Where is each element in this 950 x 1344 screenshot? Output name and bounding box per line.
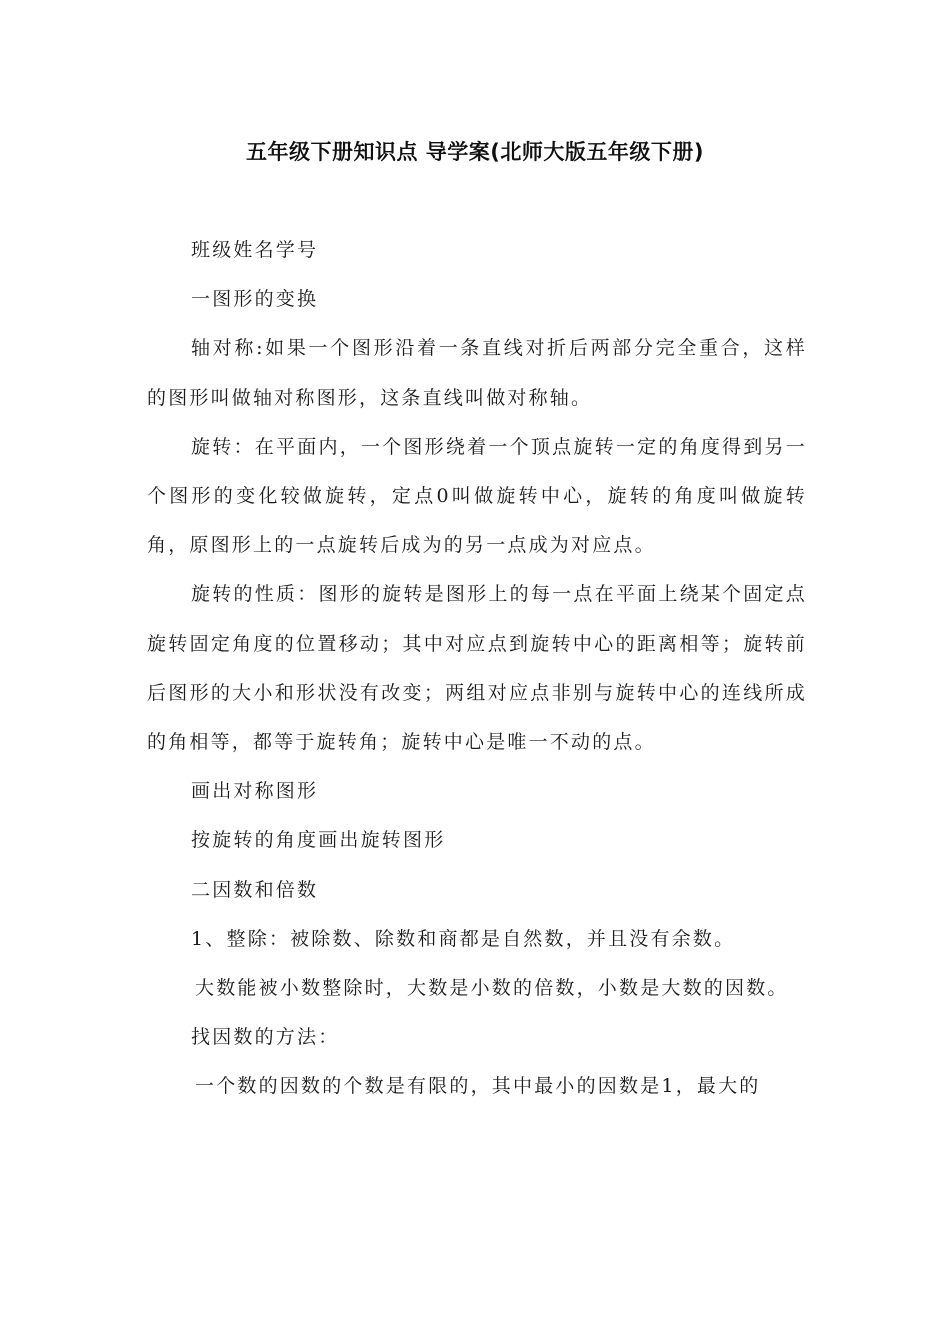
paragraph-class-info: 班级姓名学号 [191,239,319,261]
paragraph-factor-count: 一个数的因数的个数是有限的，其中最小的因数是1，最大的 [195,1075,761,1098]
paragraph-rotation-properties: 旋转的性质：图形的旋转是图形上的每一点在平面上绕某个固定点旋转固定角度的位置移动；其中对应点到旋转中心的距离相等；旋转前后图形的大小和形状没有改变；两组对应点非别与旋转中心的连线所成的角相等，都等于旋转角；旋转中心是唯一不动的点。 [147,583,807,754]
section-heading-factors-multiples: 二因数和倍数 [191,878,319,901]
paragraph-find-factors: 找因数的方法： [191,1026,340,1049]
paragraph-divisibility: 1、整除：被除数、除数和商都是自然数，并且没有余数。 [191,927,736,950]
paragraph-rotation: 旋转：在平面内，一个图形绕着一个顶点旋转一定的角度得到另一个图形的变化较做旋转，定点0叫做旋转中心，旋转的角度叫做旋转角，原图形上的一点旋转后成为的另一点成为对应点。 [147,435,807,557]
document-title: 五年级下册知识点 导学案(北师大版五年级下册) [245,140,704,164]
paragraph-multiples-factors: 大数能被小数整除时，大数是小数的倍数，小数是大数的因数。 [195,977,789,1000]
paragraph-axial-symmetry: 轴对称:如果一个图形沿着一条直线对折后两部分完全重合，这样的图形叫做轴对称图形，这条直线叫做对称轴。 [147,337,807,409]
paragraph-draw-symmetric: 画出对称图形 [191,780,319,803]
document-body [147,226,807,1112]
paragraph-draw-rotation: 按旋转的角度画出旋转图形 [191,829,446,852]
section-heading-transformations: 一图形的变换 [191,288,319,311]
